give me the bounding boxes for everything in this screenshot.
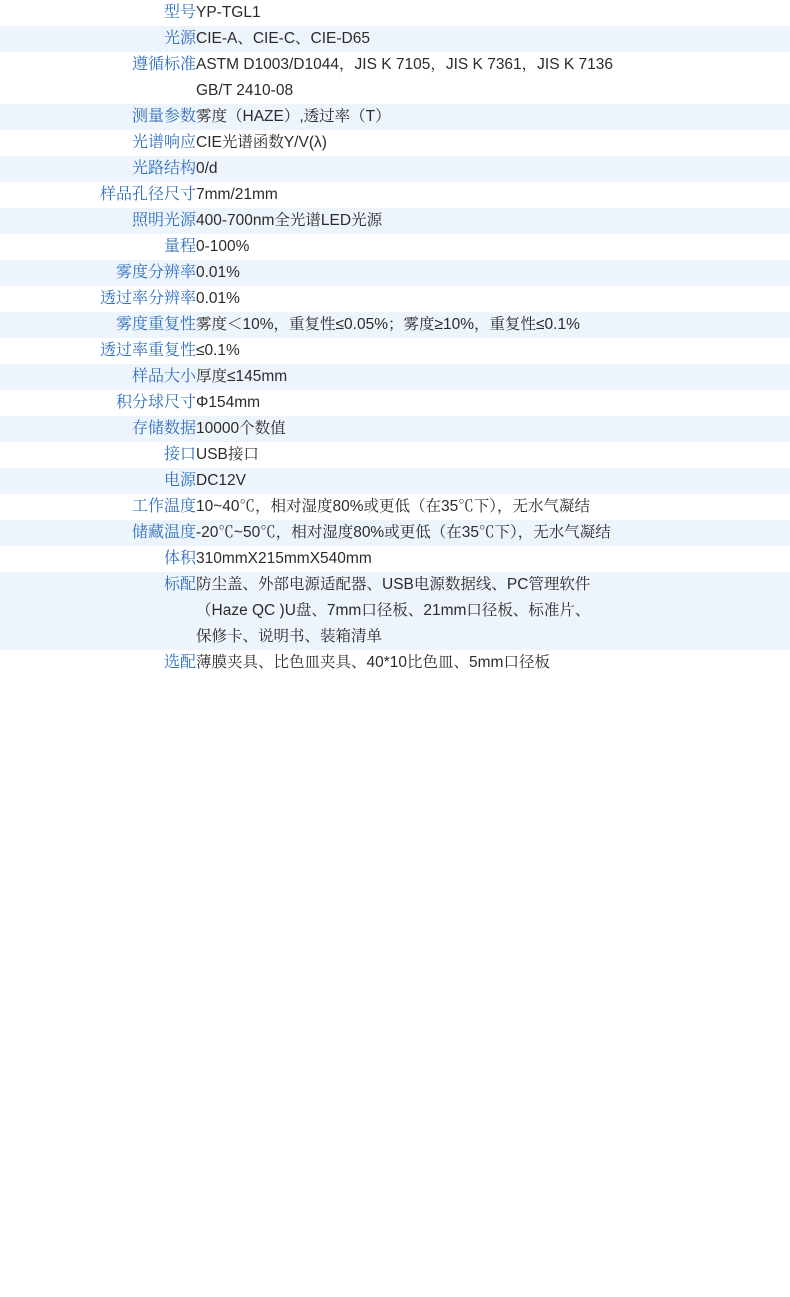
spec-value [196, 364, 790, 390]
table-row [0, 494, 790, 520]
spec-label: 工作温度 [131, 498, 196, 515]
spec-label: 积分球尺寸 [115, 394, 196, 411]
spec-value-line: ASTM D1003/D1044，JIS K 7105，JIS K 7361，JIS K 7136 [196, 56, 614, 73]
spec-value [196, 546, 790, 572]
table-row [0, 26, 790, 52]
spec-value [196, 390, 790, 416]
table-row [0, 0, 790, 26]
spec-value [196, 286, 790, 312]
spec-label: 测量参数 [131, 108, 196, 125]
spec-value [196, 130, 790, 156]
spec-value-line: DC12V [196, 472, 246, 489]
spec-label: 选配 [163, 654, 196, 671]
spec-value [196, 26, 790, 52]
spec-label: 电源 [163, 472, 196, 489]
spec-value-line: 10~40℃，相对湿度80%或更低（在35℃下），无水气凝结 [196, 498, 591, 515]
table-row [0, 338, 790, 364]
table-row [0, 572, 790, 650]
spec-value [196, 468, 790, 494]
table-row [0, 390, 790, 416]
spec-value [196, 182, 790, 208]
spec-value [196, 0, 790, 26]
spec-label: 照明光源 [131, 212, 196, 229]
table-row [0, 442, 790, 468]
spec-value-line: 厚度≤145mm [196, 368, 288, 385]
spec-value [196, 52, 790, 104]
spec-label: 遵循标准 [131, 56, 196, 73]
spec-value-line: 0/d [196, 160, 218, 177]
spec-value [196, 494, 790, 520]
table-row [0, 130, 790, 156]
spec-label: 接口 [163, 446, 196, 463]
spec-label: 样品孔径尺寸 [99, 186, 196, 203]
spec-value [196, 442, 790, 468]
spec-label: 光源 [163, 30, 196, 47]
spec-label: 样品大小 [131, 368, 196, 385]
spec-value-line: CIE光谱函数Y/V(λ) [196, 134, 327, 151]
table-row [0, 546, 790, 572]
spec-value [196, 234, 790, 260]
table-row [0, 234, 790, 260]
spec-label: 存储数据 [131, 420, 196, 437]
table-row [0, 468, 790, 494]
spec-value-line: 310mmX215mmX540mm [196, 550, 372, 567]
spec-label: 透过率重复性 [99, 342, 196, 359]
spec-label: 光谱响应 [131, 134, 196, 151]
spec-label: 雾度分辨率 [115, 264, 196, 281]
spec-value [196, 572, 790, 650]
spec-label: 透过率分辨率 [99, 290, 196, 307]
spec-value-line: CIE-A、CIE-C、CIE-D65 [196, 30, 370, 47]
spec-value [196, 338, 790, 364]
spec-value-line: 雾度（HAZE）,透过率（T） [196, 108, 391, 125]
spec-value-line: USB接口 [196, 446, 259, 463]
table-row [0, 104, 790, 130]
spec-value-line: GB/T 2410-08 [196, 82, 294, 99]
page-bottom-spacer [0, 676, 790, 722]
table-row [0, 156, 790, 182]
spec-label: 型号 [163, 4, 196, 21]
spec-value-line: 0.01% [196, 290, 240, 307]
spec-value-line: 0-100% [196, 238, 250, 255]
spec-label: 储藏温度 [131, 524, 196, 541]
table-row [0, 208, 790, 234]
table-row [0, 182, 790, 208]
spec-value [196, 260, 790, 286]
table-row [0, 52, 790, 104]
spec-value [196, 208, 790, 234]
spec-value-line: Φ154mm [196, 394, 261, 411]
spec-value [196, 156, 790, 182]
table-row [0, 312, 790, 338]
spec-value [196, 650, 790, 676]
spec-value [196, 416, 790, 442]
table-row [0, 286, 790, 312]
spec-value [196, 312, 790, 338]
spec-label: 光路结构 [131, 160, 196, 177]
spec-value-line: -20℃~50℃，相对湿度80%或更低（在35℃下），无水气凝结 [196, 524, 611, 541]
spec-value-line: （Haze QC )U盘、7mm口径板、21mm口径板、标准片、 [196, 602, 591, 619]
spec-label: 体积 [163, 550, 196, 567]
table-row [0, 260, 790, 286]
spec-value-line: 400-700nm全光谱LED光源 [196, 212, 383, 229]
spec-value-line: 薄膜夹具、比色皿夹具、40*10比色皿、5mm口径板 [196, 654, 550, 671]
spec-value-line: YP-TGL1 [196, 4, 261, 21]
spec-value [196, 104, 790, 130]
spec-value-line: 7mm/21mm [196, 186, 278, 203]
spec-value-line: 10000个数值 [196, 420, 286, 437]
spec-value-line: ≤0.1% [196, 342, 240, 359]
spec-value-line: 雾度＜10%，重复性≤0.05%；雾度≥10%，重复性≤0.1% [196, 316, 580, 333]
table-row [0, 650, 790, 676]
spec-value [196, 520, 790, 546]
spec-label: 量程 [163, 238, 196, 255]
spec-label: 标配 [163, 576, 196, 593]
table-row [0, 520, 790, 546]
spec-value-line: 防尘盖、外部电源适配器、USB电源数据线、PC管理软件 [196, 576, 591, 593]
spec-value-line: 0.01% [196, 264, 240, 281]
spec-label: 雾度重复性 [115, 316, 196, 333]
table-row [0, 416, 790, 442]
spec-value-line: 保修卡、说明书、装箱清单 [196, 628, 383, 645]
table-row [0, 364, 790, 390]
